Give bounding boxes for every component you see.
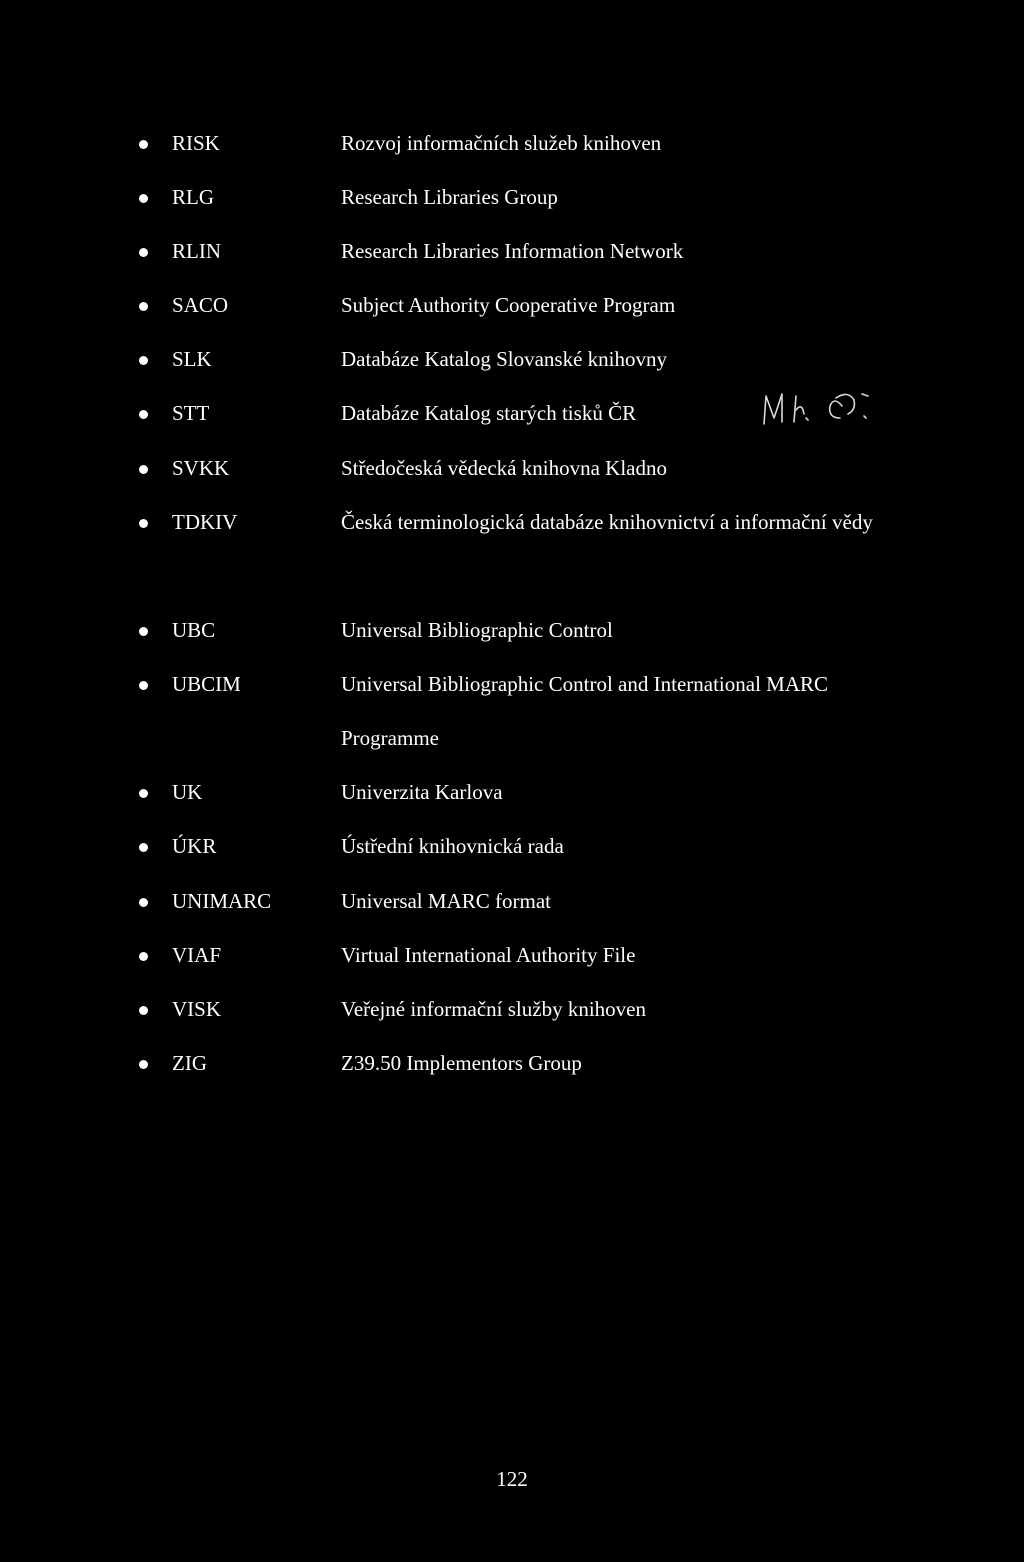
definition: Rozvoj informačních služeb knihoven xyxy=(341,131,662,155)
abbreviation: SLK xyxy=(172,347,212,371)
list-item xyxy=(0,777,1024,807)
list-item xyxy=(0,831,1024,861)
bullet-icon xyxy=(139,410,148,419)
definition: Research Libraries Information Network xyxy=(341,239,684,263)
definition: Univerzita Karlova xyxy=(341,780,503,804)
bullet-icon xyxy=(139,302,148,311)
list-item xyxy=(0,669,1024,750)
list-item xyxy=(0,344,1024,374)
bullet-icon xyxy=(139,627,148,636)
bullet-icon xyxy=(139,789,148,798)
definition: Databáze Katalog Slovanské knihovny xyxy=(341,347,667,371)
bullet-icon xyxy=(139,465,148,474)
bullet-icon xyxy=(139,1006,148,1015)
definition: Z39.50 Implementors Group xyxy=(341,1051,582,1075)
bullet-icon xyxy=(139,681,148,690)
handwritten-mark xyxy=(758,388,878,428)
definition: Research Libraries Group xyxy=(341,185,558,209)
abbreviation: RLIN xyxy=(172,239,221,263)
abbreviation: RLG xyxy=(172,185,214,209)
abbreviation: ZIG xyxy=(172,1051,207,1075)
list-item xyxy=(0,236,1024,266)
abbreviation: TDKIV xyxy=(172,510,238,534)
definition: Universal Bibliographic Control and International MARC Programme xyxy=(341,672,828,750)
abbreviation: VIAF xyxy=(172,943,222,967)
list-item xyxy=(0,1048,1024,1078)
abbreviation: UK xyxy=(172,780,203,804)
abbreviation: UNIMARC xyxy=(172,889,272,913)
bullet-icon xyxy=(139,843,148,852)
bullet-icon xyxy=(139,952,148,961)
list-item xyxy=(0,886,1024,916)
abbreviation: UBC xyxy=(172,618,216,642)
page-number: 122 xyxy=(496,1467,528,1491)
list-item xyxy=(0,128,1024,158)
definition: Databáze Katalog starých tisků ČR xyxy=(341,401,637,425)
list-item xyxy=(0,507,1024,537)
bullet-icon xyxy=(139,194,148,203)
definition: Středočeská vědecká knihovna Kladno xyxy=(341,456,667,480)
bullet-icon xyxy=(139,1060,148,1069)
abbreviation: STT xyxy=(172,401,210,425)
definition: Česká terminologická databáze knihovnictví a informační vědy xyxy=(341,510,873,534)
bullet-icon xyxy=(139,356,148,365)
list-item xyxy=(0,994,1024,1024)
list-item xyxy=(0,182,1024,212)
bullet-icon xyxy=(139,140,148,149)
abbreviation: SVKK xyxy=(172,456,230,480)
abbreviation: UBCIM xyxy=(172,672,241,696)
bullet-icon xyxy=(139,248,148,257)
bullet-icon xyxy=(139,898,148,907)
definition: Veřejné informační služby knihoven xyxy=(341,997,646,1021)
definition: Virtual International Authority File xyxy=(341,943,636,967)
abbreviation: SACO xyxy=(172,293,229,317)
list-item xyxy=(0,940,1024,970)
definition: Ústřední knihovnická rada xyxy=(341,834,564,858)
bullet-icon xyxy=(139,519,148,528)
definition: Subject Authority Cooperative Program xyxy=(341,293,676,317)
list-item xyxy=(0,453,1024,483)
abbreviation: VISK xyxy=(172,997,222,1021)
abbreviation: RISK xyxy=(172,131,220,155)
definition: Universal MARC format xyxy=(341,889,551,913)
abbreviation: ÚKR xyxy=(172,834,217,858)
list-item xyxy=(0,290,1024,320)
definition: Universal Bibliographic Control xyxy=(341,618,613,642)
list-item xyxy=(0,615,1024,645)
